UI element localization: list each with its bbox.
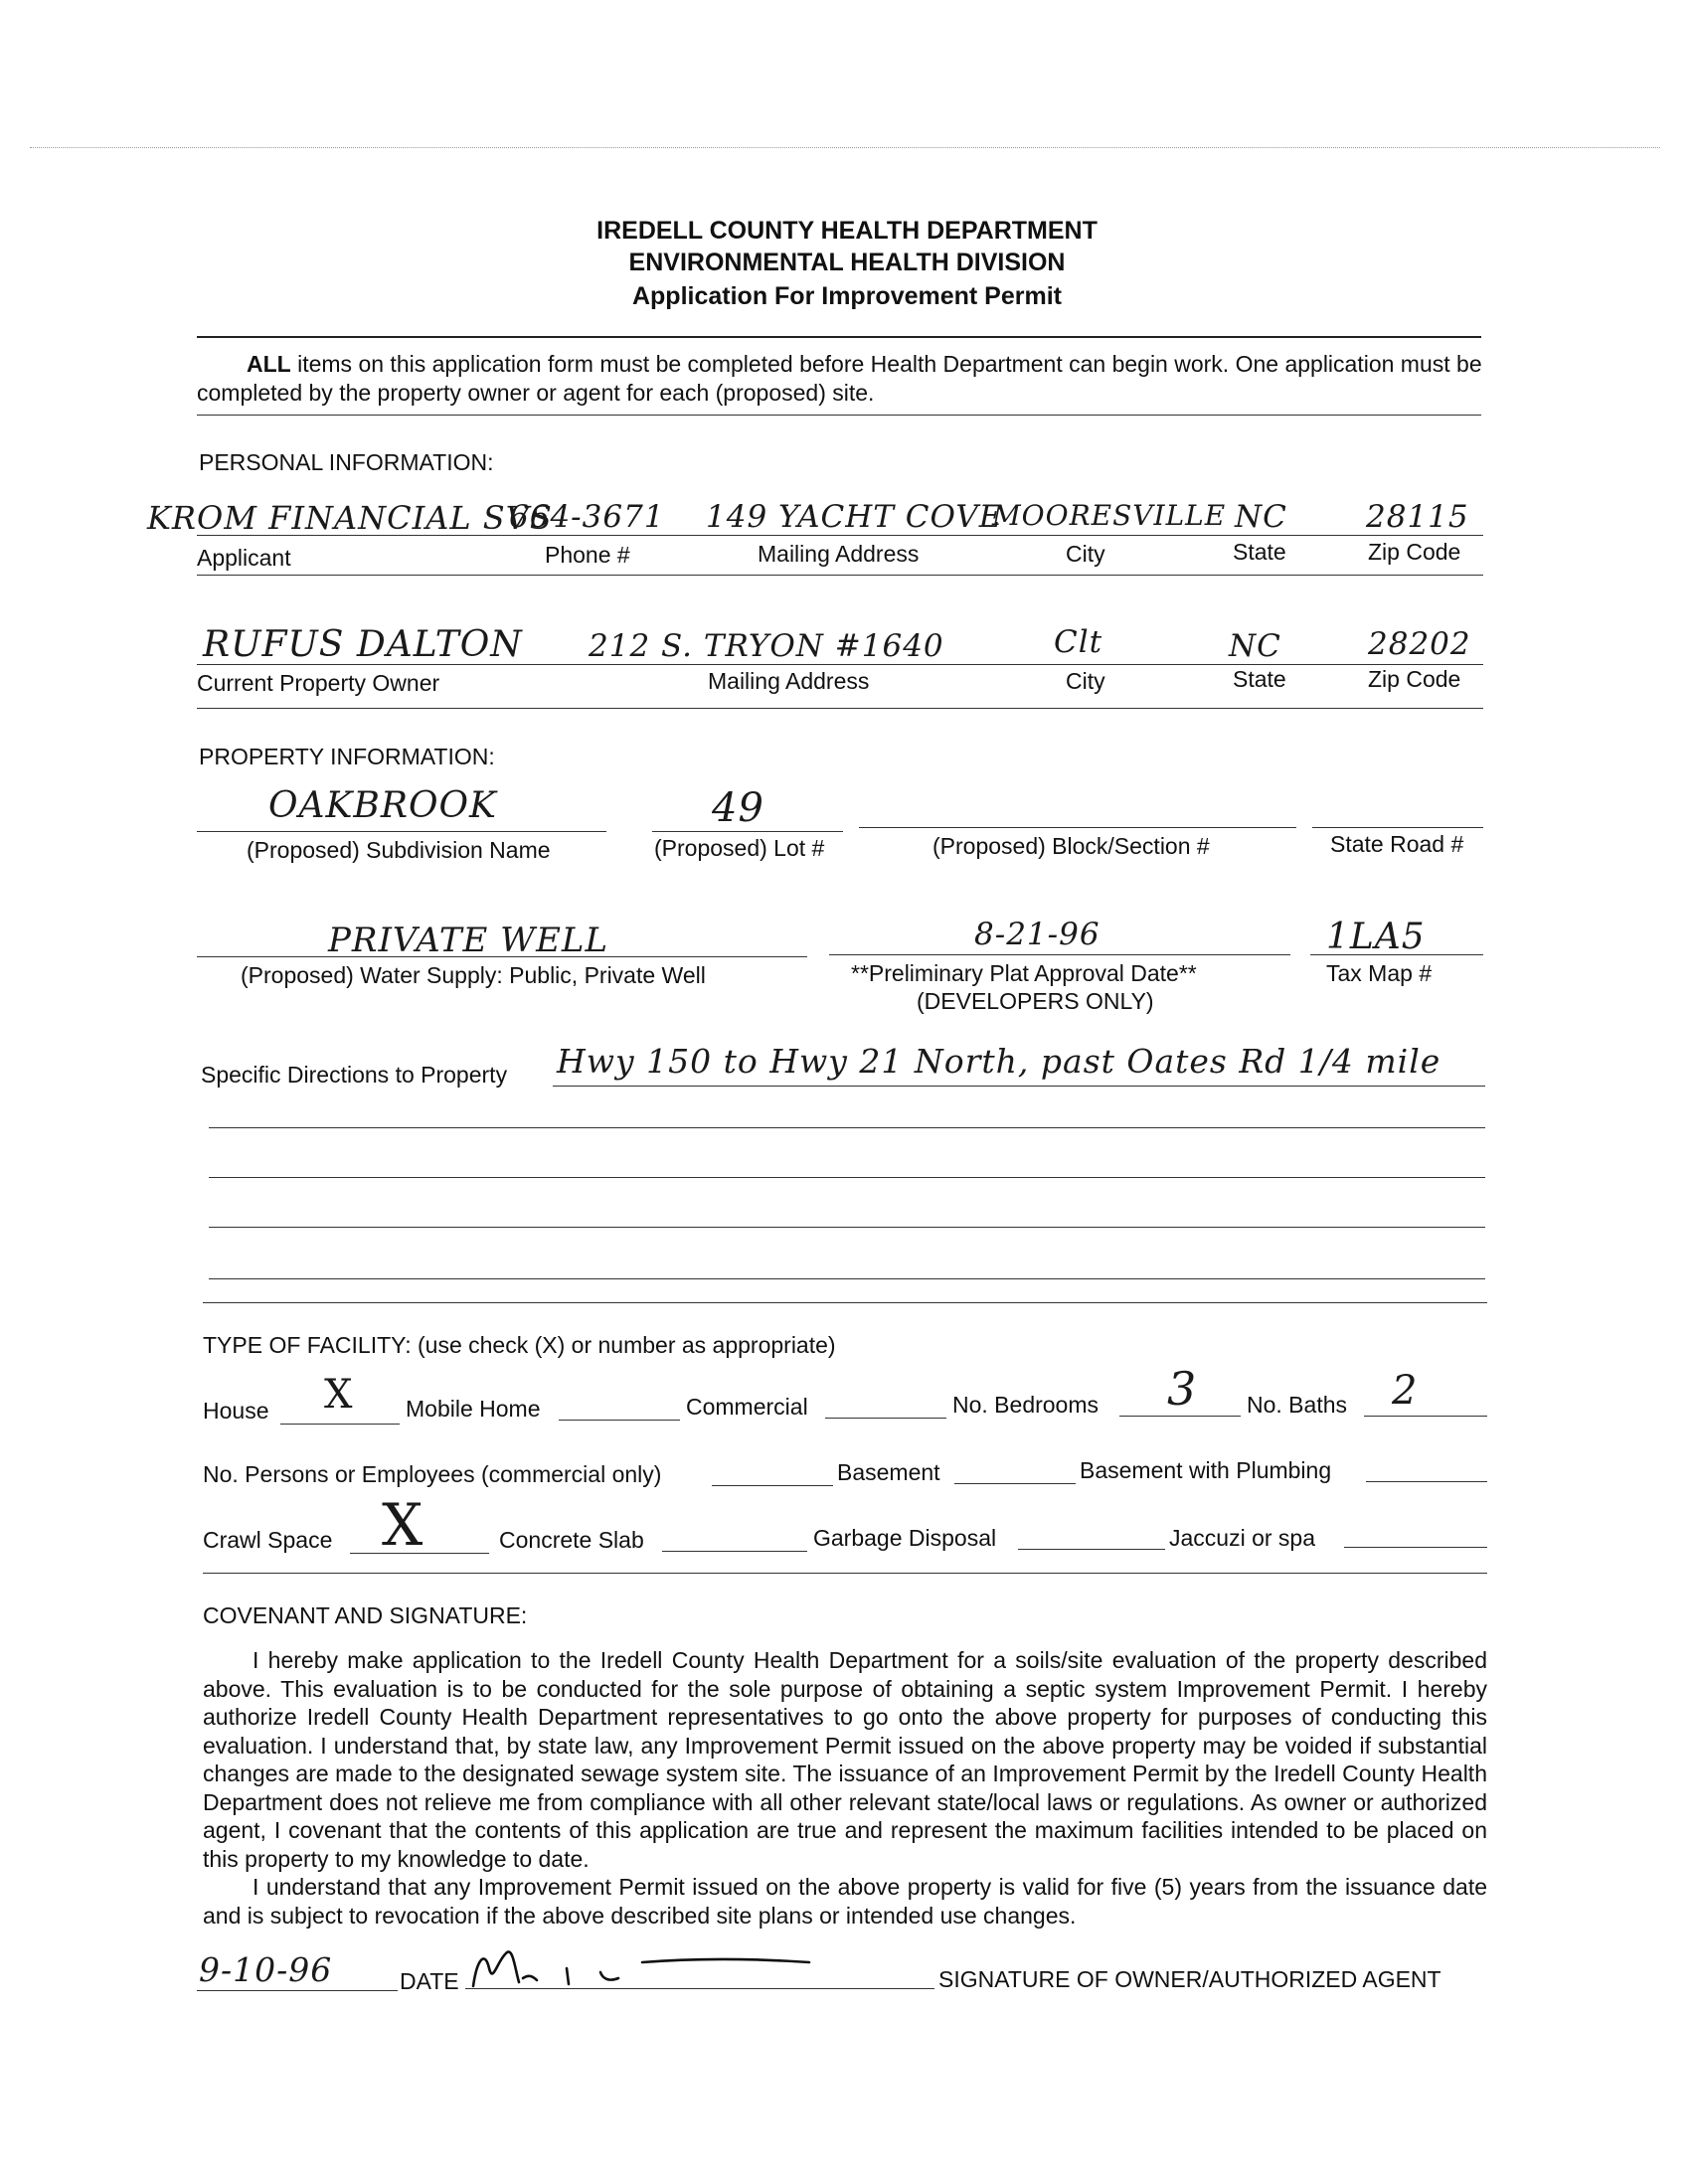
intro-bold: ALL [247,351,291,377]
owner-zip-label: Zip Code [1368,666,1461,692]
applicant-city-field[interactable]: MOORESVILLE [992,499,1227,532]
applicant-phone-field[interactable]: 664-3671 [509,499,665,535]
header-agency: IREDELL COUNTY HEALTH DEPARTMENT [596,217,1098,245]
owner-city-field[interactable]: Clt [1054,624,1103,660]
plat-date-field[interactable]: 8-21-96 [974,917,1101,952]
intro-text [197,350,1484,408]
taxmap-label: Tax Map # [1326,960,1433,986]
signature-label: SIGNATURE OF OWNER/AUTHORIZED AGENT [938,1966,1441,1992]
plat-underline [829,954,1290,955]
directions-underline [553,1086,1485,1087]
form-title: Application For Improvement Permit [631,282,1062,310]
personal-heading: PERSONAL INFORMATION: [199,449,494,475]
property-heading: PROPERTY INFORMATION: [199,744,495,769]
house-label: House [203,1398,269,1424]
block-underline [859,827,1296,828]
garbage-underline [1018,1549,1165,1550]
subdivision-label: (Proposed) Subdivision Name [247,837,551,863]
directions-field[interactable]: Hwy 150 to Hwy 21 North, past Oates Rd 1/4 mile [557,1042,1441,1081]
facility-heading: TYPE OF FACILITY: (use check (X) or number as appropriate) [203,1332,836,1358]
baths-field[interactable]: 2 [1392,1368,1419,1414]
basement-underline [954,1483,1076,1484]
divider [197,336,1481,338]
date-field[interactable]: 9-10-96 [199,1950,333,1989]
mobile-underline [559,1420,680,1421]
subdivision-field[interactable]: OAKBROOK [268,785,497,826]
mobile-home-label: Mobile Home [406,1396,541,1422]
bedrooms-label: No. Bedrooms [952,1392,1100,1418]
covenant-text [203,1646,1487,1930]
crawl-space-label: Crawl Space [203,1527,333,1553]
city-label: City [1066,541,1105,567]
directions-label: Specific Directions to Property [201,1062,508,1088]
subdivision-underline [197,831,606,832]
divider [203,1302,1487,1303]
plat-sub-label: (DEVELOPERS ONLY) [917,988,1154,1014]
slab-label: Concrete Slab [499,1527,644,1553]
intro-rest: items on this application form must be completed before Health Department can begin work. One application must be completed by the property owner or agent for each (proposed) site. [197,351,1482,406]
divider [197,415,1481,416]
house-underline [280,1424,400,1425]
taxmap-underline [1310,954,1483,955]
zip-label: Zip Code [1368,539,1461,565]
lot-underline [652,831,843,832]
lot-label: (Proposed) Lot # [654,835,825,861]
covenant-heading: COVENANT AND SIGNATURE: [203,1602,528,1628]
garbage-label: Garbage Disposal [813,1525,997,1551]
crawl-check-field[interactable]: X [382,1491,424,1559]
phone-label: Phone # [545,542,630,568]
divider [197,708,1483,709]
scan-dotted-line [30,147,1660,148]
state-label: State [1233,539,1286,565]
jacuzzi-underline [1344,1547,1487,1548]
signature-scribble-icon[interactable] [463,1938,821,1998]
applicant-address-field[interactable]: 149 YACHT COVE [706,499,1003,535]
mailing-label: Mailing Address [758,541,920,567]
road-label: State Road # [1330,831,1464,857]
owner-city-label: City [1066,668,1105,694]
directions-line-4 [209,1227,1485,1228]
house-check-field[interactable]: X [324,1372,354,1418]
owner-address-field[interactable]: 212 S. TRYON #1640 [589,628,944,664]
directions-line-2 [209,1127,1485,1128]
water-underline [197,956,807,957]
bedrooms-underline [1119,1416,1241,1417]
applicant-zip-field[interactable]: 28115 [1366,499,1469,535]
owner-label: Current Property Owner [197,670,440,696]
owner-state-field[interactable]: NC [1229,628,1281,664]
basement-plumbing-label: Basement with Plumbing [1080,1457,1332,1483]
applicant-state-field[interactable]: NC [1235,499,1287,535]
applicant-name-field[interactable]: KROM FINANCIAL SVS [147,499,553,537]
baths-label: No. Baths [1247,1392,1347,1418]
date-underline [197,1990,398,1991]
baths-underline [1364,1416,1487,1417]
owner-underline [197,664,1483,665]
applicant-underline [197,535,1483,536]
header-division: ENVIRONMENTAL HEALTH DIVISION [628,249,1066,276]
basement-label: Basement [837,1459,940,1485]
commercial-label: Commercial [686,1394,808,1420]
water-supply-field[interactable]: PRIVATE WELL [328,921,609,960]
owner-state-label: State [1233,666,1286,692]
covenant-paragraph-2: I understand that any Improvement Permit issued on the above property is valid for five (5) years from the issuance date and is subject to revocation if the above described site plans or intended use changes. [203,1874,1487,1929]
water-label: (Proposed) Water Supply: Public, Private Well [241,962,706,988]
persons-underline [712,1485,833,1486]
covenant-paragraph-1: I hereby make application to the Iredell County Health Department for a soils/site evaluation of the property described above. This evaluation is to be conducted for the sole purpose of obtaining a septic system Improvement Permit. I hereby authorize Iredell County Health Department representatives to go onto the above property for purposes of conducting this evaluation. I understand that, by state law, any Improvement Permit issued on the above property may be voided if substantial changes are made to the designated sewage system site. The issuance of an Improvement Permit by the Iredell County Health Department does not relieve me from compliance with all other relevant state/local laws or regulations. As owner or authorized agent, I covenant that the contents of this application are true and represent the maximum facilities intended to be placed on this property to my knowledge to date. [203,1647,1487,1872]
date-label: DATE [400,1968,459,1994]
road-underline [1312,827,1483,828]
commercial-underline [825,1418,946,1419]
applicant-label: Applicant [197,545,291,571]
divider [203,1573,1487,1574]
owner-zip-field[interactable]: 28202 [1368,626,1471,662]
divider [197,575,1483,576]
persons-label: No. Persons or Employees (commercial only) [203,1461,662,1487]
tax-map-field[interactable]: 1LA5 [1326,917,1426,957]
plat-label: **Preliminary Plat Approval Date** [851,960,1197,986]
block-label: (Proposed) Block/Section # [932,833,1210,859]
jacuzzi-label: Jaccuzi or spa [1169,1525,1316,1551]
owner-mailing-label: Mailing Address [708,668,870,694]
bedrooms-field[interactable]: 3 [1167,1362,1198,1416]
lot-field[interactable]: 49 [712,785,764,831]
slab-underline [662,1551,807,1552]
basement-plumbing-underline [1366,1481,1487,1482]
directions-line-5 [209,1278,1485,1279]
directions-line-3 [209,1177,1485,1178]
owner-name-field[interactable]: RUFUS DALTON [203,624,523,665]
